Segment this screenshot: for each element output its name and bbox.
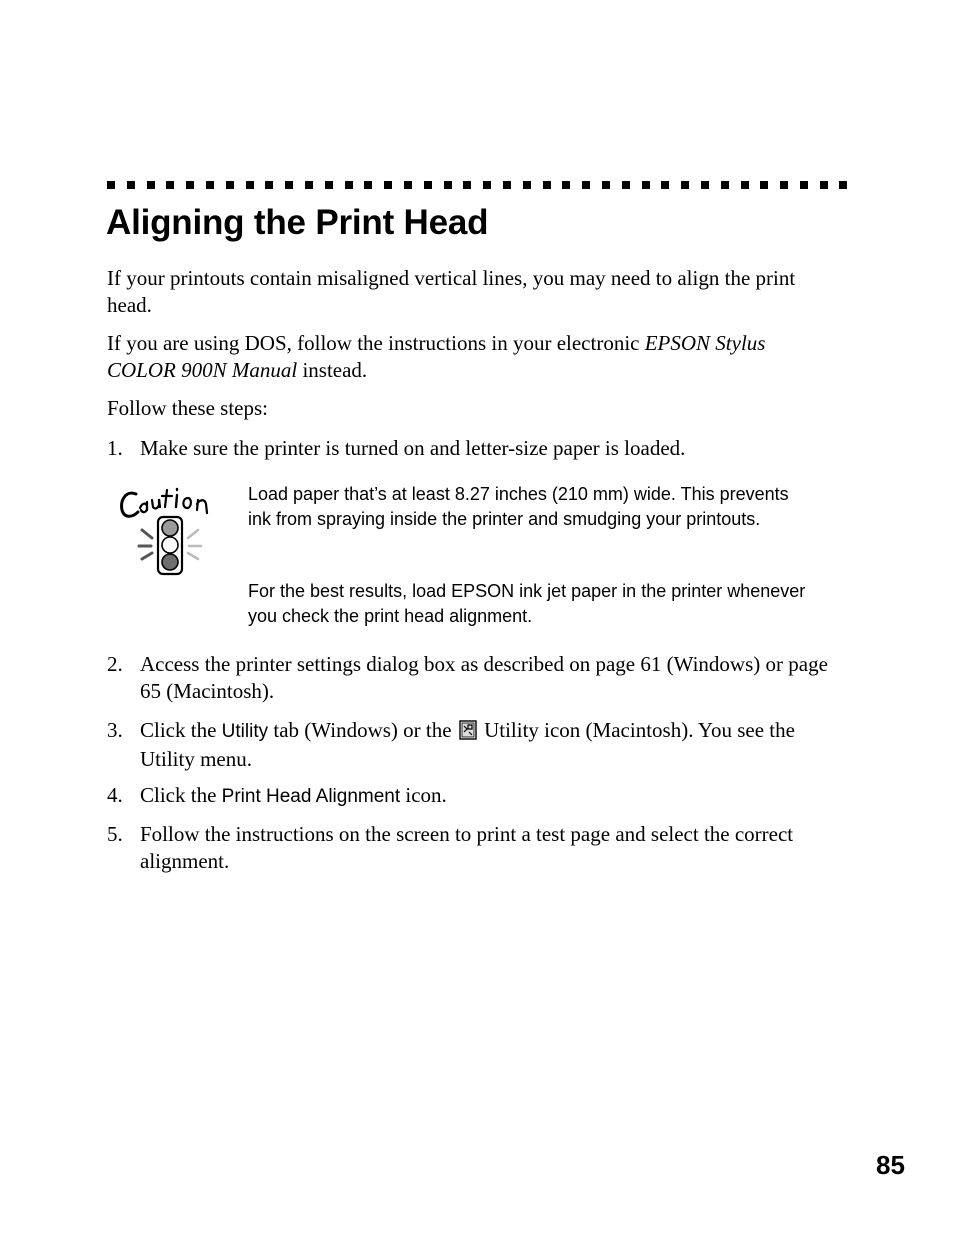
dos-text-after: instead. bbox=[297, 357, 368, 382]
step-text-after: Utility icon (Macintosh). You see the Utility menu. bbox=[140, 718, 795, 771]
steps-intro: Follow these steps: bbox=[107, 396, 268, 420]
step-number: 5. bbox=[107, 822, 123, 846]
dos-paragraph bbox=[107, 330, 827, 383]
utility-icon bbox=[459, 720, 477, 740]
page-number: 85 bbox=[876, 1150, 905, 1180]
intro-paragraph: If your printouts contain misaligned vertical lines, you may need to align the print head. bbox=[107, 266, 796, 317]
utility-tab-label: Utility bbox=[221, 721, 269, 742]
step-number: 1. bbox=[107, 436, 123, 460]
step-text bbox=[140, 782, 837, 811]
caution-traffic-light-icon bbox=[116, 486, 226, 578]
step-number: 3. bbox=[107, 718, 123, 742]
section-rule bbox=[107, 181, 848, 190]
dos-text-before: If you are using DOS, follow the instructions in your electronic bbox=[107, 331, 645, 355]
step-text bbox=[140, 717, 837, 772]
step-text: Access the printer settings dialog box as described on page 61 (Windows) or page 65 (Macintosh). bbox=[140, 652, 828, 703]
step-text-after: icon. bbox=[400, 783, 447, 807]
step-text-middle: tab (Windows) or the bbox=[268, 718, 457, 742]
page-title: Aligning the Print Head bbox=[106, 203, 489, 242]
manual-title: EPSON Stylus COLOR 900N Manual bbox=[107, 331, 766, 382]
step-number: 2. bbox=[107, 652, 123, 676]
step-text: Make sure the printer is turned on and letter-size paper is loaded. bbox=[140, 436, 686, 460]
step-text: Follow the instructions on the screen to print a test page and select the correct alignment. bbox=[140, 822, 794, 873]
step-number: 4. bbox=[107, 783, 123, 807]
step-text-before: Click the bbox=[140, 718, 222, 742]
print-head-alignment-label: Print Head Alignment bbox=[221, 786, 401, 807]
caution-text-1: Load paper that’s at least 8.27 inches (210 mm) wide. This prevents ink from spraying inside the printer and smudging your printouts. bbox=[248, 484, 789, 529]
step-text-before: Click the bbox=[140, 783, 222, 807]
caution-text-2: For the best results, load EPSON ink jet paper in the printer whenever you check the print head alignment. bbox=[248, 581, 806, 626]
